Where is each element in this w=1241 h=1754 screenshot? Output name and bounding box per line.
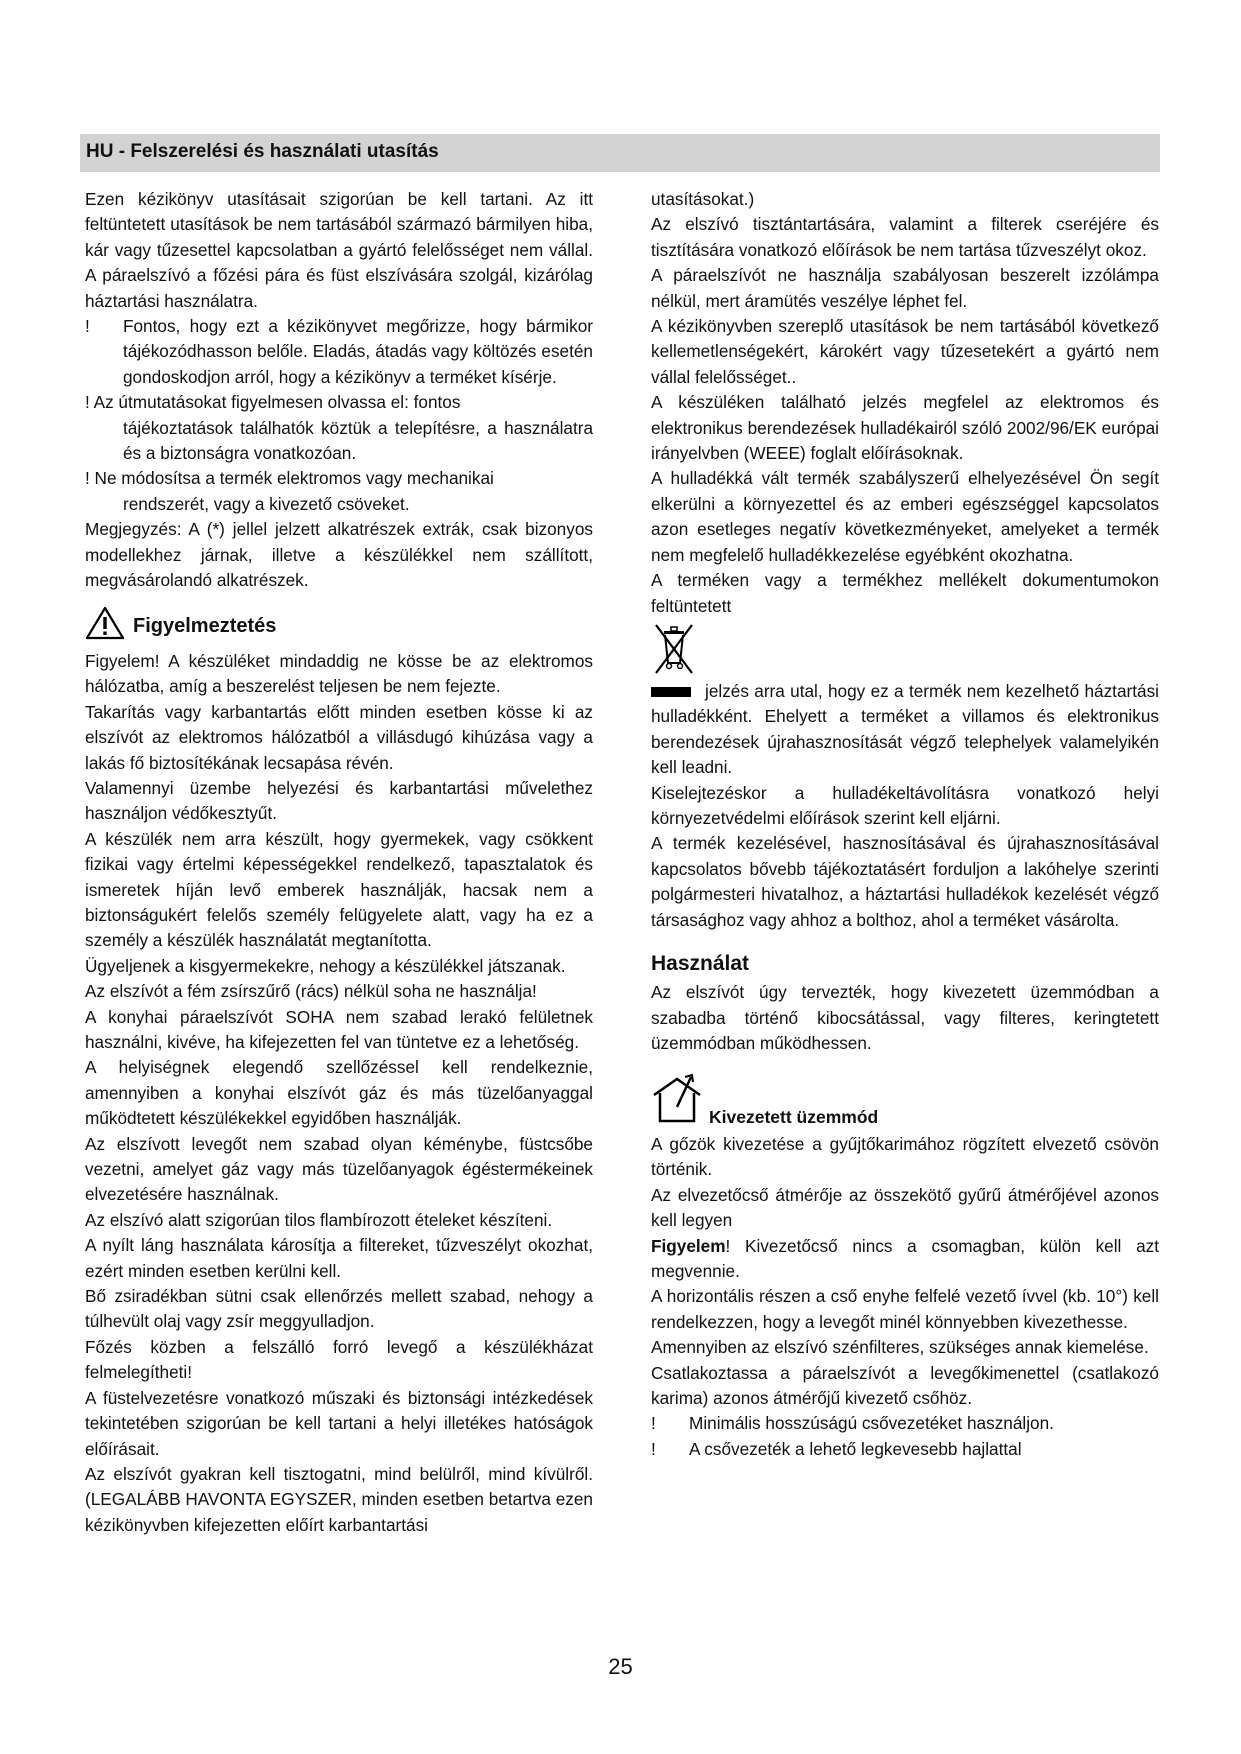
use-paragraph: Az elszívót úgy tervezték, hogy kivezetett üzemmódban a szabadba történő kibocsátással, vagy filteres, keringtetett üzemmódban működhessen. (651, 982, 1159, 1054)
paragraph: A hulladékká vált termék szabályszerű elhelyezésével Ön segít elkerülni a környezettel és az emberi egészséggel kapcsolatos azon esetleges negatív következményeket, amelyeket a termék nem megfelelő hulladékkezelése egyébként okozhatna. (651, 468, 1159, 565)
page-title: HU - Felszerelési és használati utasítás (86, 141, 439, 162)
warning-paragraph: A nyílt láng használata károsítja a filtereket, tűzveszélyt okozhat, ezért minden esetben kerülni kell. (85, 1235, 593, 1281)
warning-paragraph: Az elszívott levegőt nem szabad olyan kéménybe, füstcsőbe vezetni, amelyet gáz vagy más tüzelőanyagok égéstermékeinek elvezetésére használnak. (85, 1133, 593, 1205)
paragraph: A terméken vagy a termékhez mellékelt dokumentumokon feltüntetett (651, 570, 1159, 616)
section-header-bar (80, 134, 1160, 172)
ducted-paragraph: A horizontális részen a cső enyhe felfelé vezető ívvel (kb. 10°) kell rendelkezzen, hogy a levegőt minél könnyebben kivezethesse. (651, 1286, 1159, 1332)
warning-paragraph: Főzés közben a felszálló forró levegő a készülékházat felmelegítheti! (85, 1336, 593, 1383)
ducted-paragraph: Csatlakoztassa a páraelszívót a levegőkimenettel (csatlakozó karima) azonos átmérőjű kivezető csőhöz. (651, 1362, 1159, 1409)
paragraph: A termék kezelésével, hasznosításával és újrahasznosításával kapcsolatos bővebb tájékoztatásért forduljon a lakóhelye szerinti polgármesteri hivatalhoz, a háztartási hulladékok kezelését végző társasághoz vagy ahhoz a bolthoz, ahol a terméket vásárolta. (651, 833, 1159, 930)
intro-paragraph: Ezen kézikönyv utasításait szigorúan be kell tartani. Az itt feltüntetett utasítások be nem tartásából származó bármilyen hiba, kár vagy tűzesettel kapcsolatban a gyártó felelősséget nem vállal. A páraelszívó a főzési pára és füst elszívására szolgál, kizárólag háztartási használatra. (85, 189, 593, 311)
bullet-continuation: rendszerét, vagy a kivezető csöveket. (123, 493, 410, 514)
warning-paragraph: Az elszívót a fém zsírszűrő (rács) nélkül soha ne használja! (85, 981, 537, 1002)
weee-symbol-row (651, 621, 1159, 679)
warning-paragraph: A konyhai páraelszívót SOHA nem szabad lerakó felületnek használni, kivéve, ha kifejezetten fel van tüntetve ez a lehetőség. (85, 1006, 593, 1052)
warning-heading (85, 606, 593, 647)
paragraph: Az elszívó tisztántartására, valamint a filterek cseréjére és tisztítására vonatkozó előírások be nem tartása tűzveszélyt okoz. (651, 214, 1159, 260)
bullet-continuation: tájékoztatások találhatók köztük a telepítésre, a használatra és a biztonságra vonatkozóan. (123, 417, 593, 464)
paragraph: A páraelszívót ne használja szabályosan beszerelt izzólámpa nélkül, mert áramütés veszélye léphet fel. (651, 265, 1159, 311)
paragraph: utasításokat.) (651, 189, 755, 209)
ducted-mode-title: Kivezetett üzemmód (709, 1106, 879, 1127)
bullet-first-line: ! Ne módosítsa a termék elektromos vagy mechanikai (85, 468, 494, 489)
page-number: 25 (608, 1654, 633, 1679)
paragraph: A készüléken található jelzés megfelel az elektromos és elektronikus berendezések hulladékairól szóló 2002/96/EK európai irányelvben (WEEE) foglalt előírásoknak. (651, 392, 1159, 464)
note-paragraph: Megjegyzés: A (*) jellel jelzett alkatrészek extrák, csak bizonyos modellekhez járnak, illetve a készülékkel nem szállított, megvásárolandó alkatrészek. (85, 519, 593, 591)
warning-title: Figyelmeztetés (133, 614, 277, 637)
warning-paragraph: Ügyeljenek a kisgyermekekre, nehogy a készülékkel játszanak. (85, 955, 566, 976)
bullet-item (85, 314, 593, 390)
exclamation-mark: ! (651, 1438, 656, 1459)
warning-paragraph: A készülék nem arra készült, hogy gyermekek, vagy csökkent fizikai vagy értelmi képességekkel rendelkező, tapasztalatok és ismeretek híján levő emberek használják, hacsak nem a biztonságukért felelős személy felügyelete alatt, vagy ha ez a személy a készülék használatát megtanította. (85, 828, 593, 951)
warning-triangle-icon (85, 606, 125, 647)
exclamation-mark: ! (651, 1413, 656, 1434)
weee-paragraph (651, 679, 1159, 781)
use-section-title: Használat (651, 951, 750, 975)
right-column (651, 187, 1159, 1462)
bullet-item (651, 1437, 1159, 1462)
bullet-first-line: ! Az útmutatásokat figyelmesen olvassa el: fontos (85, 392, 461, 413)
warning-paragraph: Bő zsiradékban sütni csak ellenőrzés mellett szabad, nehogy a túlhevült olaj vagy zsír meggyulladjon. (85, 1286, 593, 1332)
warning-paragraph: Valamennyi üzembe helyezési és karbantartási művelethez használjon védőkesztyűt. (85, 777, 593, 824)
bullet-text: A csővezeték a lehető legkevesebb hajlattal (689, 1438, 1022, 1459)
house-vent-icon (651, 1073, 703, 1132)
crossed-bin-icon (651, 661, 699, 681)
bullet-item (651, 1411, 1159, 1436)
ducted-mode-heading (651, 1073, 1159, 1132)
paragraph: A kézikönyvben szereplő utasítások be nem tartásából következő kellemetlenségekért, károkért vagy tűzesetekért a gyártó nem vállal felelősséget.. (651, 316, 1159, 387)
ducted-paragraph: Amennyiben az elszívó szénfilteres, szükséges annak kiemelése. (651, 1337, 1149, 1358)
warning-paragraph: Figyelem! A készüléket mindaddig ne kösse be az elektromos hálózatba, amíg a beszerelést teljesen be nem fejezte. (85, 650, 593, 697)
black-bar-icon (651, 687, 691, 697)
warning-paragraph: A füstelvezetésre vonatkozó műszaki és biztonsági intézkedések tekintetében szigorúan be kell tartani a helyi illetékes hatóságok előírásait. (85, 1387, 593, 1459)
left-column (85, 187, 593, 1538)
weee-text: jelzés arra utal, hogy ez a termék nem kezelhető háztartási hulladékként. Ehelyett a terméket a villamos és elektronikus berendezések újrahasznosítását végző telephelyek valamelyikén kell leadni. (651, 680, 1159, 778)
ducted-paragraph: Az elvezetőcső átmérője az összekötő gyűrű átmérőjével azonos kell legyen (651, 1184, 1159, 1231)
bullet-text: Fontos, hogy ezt a kézikönyvet megőrizze, hogy bármikor tájékozódhasson belőle. Eladás, átadás vagy költözés esetén gondoskodjon arról, hogy a kézikönyv a terméket kísérje. (123, 316, 593, 387)
ducted-warning-label: Figyelem (651, 1235, 726, 1256)
ducted-warning-paragraph (651, 1234, 1159, 1285)
paragraph: Kiselejtezéskor a hulladékeltávolításra vonatkozó helyi környezetvédelmi előírások szerint kell eljárni. (651, 782, 1159, 828)
warning-paragraph: A helyiségnek elegendő szellőzéssel kell rendelkeznie, amennyiben a konyhai elszívót gáz és más tüzelőanyaggal működtetett készülékekkel egyidőben használják. (85, 1057, 593, 1129)
warning-paragraph: Az elszívót gyakran kell tisztogatni, mind belülről, mind kívülről. (LEGALÁBB HAVONTA EGYSZER, minden esetben betartva ezen kézikönyvben kifejezetten előírt karbantartási (85, 1463, 593, 1535)
ducted-paragraph: A gőzök kivezetése a gyűjtőkarimához rögzített elvezető csövön történik. (651, 1134, 1159, 1180)
exclamation-mark: ! (85, 316, 90, 337)
warning-paragraph: Az elszívó alatt szigorúan tilos flambírozott ételeket készíteni. (85, 1209, 553, 1230)
ducted-warning-text: ! Kivezetőcső nincs a csomagban, külön kell azt megvennie. (651, 1235, 1159, 1282)
warning-paragraph: Takarítás vagy karbantartás előtt minden esetben kösse ki az elszívót az elektromos hálózatból a villásdugó kihúzása vagy a lakás fő biztosítékának lecsapása révén. (85, 701, 593, 773)
bullet-text: Minimális hosszúságú csővezetéket használjon. (689, 1413, 1054, 1434)
